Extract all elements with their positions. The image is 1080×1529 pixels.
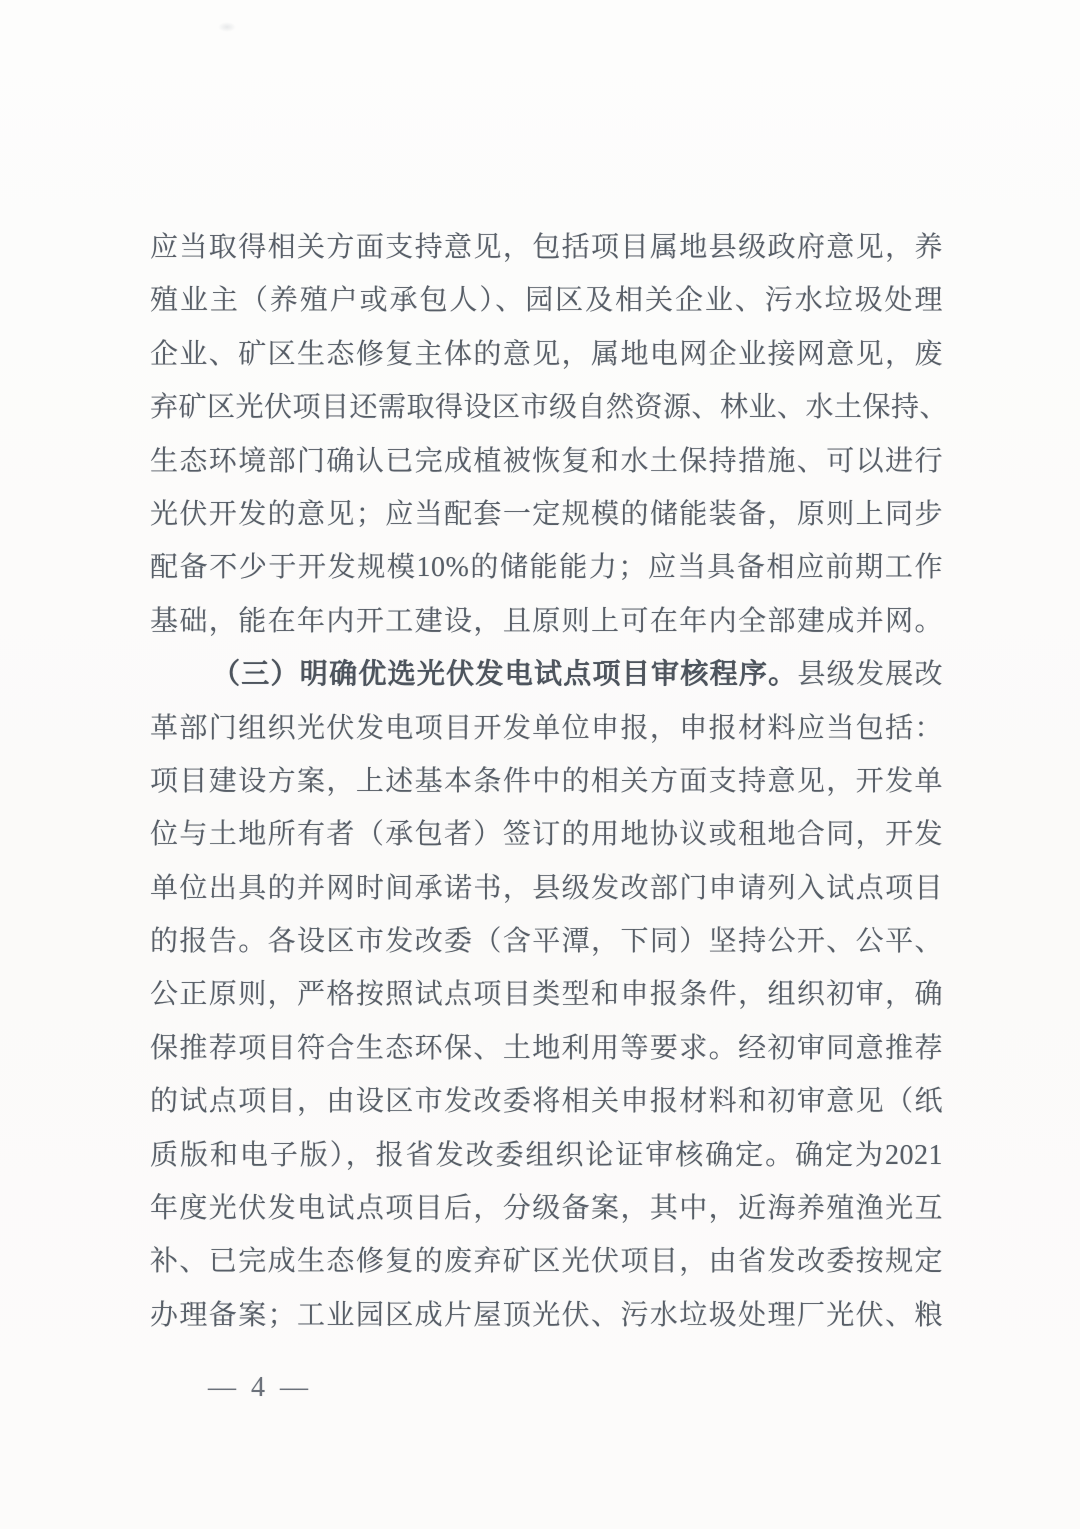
page-number: — 4 — bbox=[208, 1372, 312, 1403]
text-line: 基础，能在年内开工建设，且原则上可在年内全部建成并网。 bbox=[150, 605, 943, 637]
text-line: 项目建设方案，上述基本条件中的相关方面支持意见，开发单 bbox=[150, 765, 943, 797]
text-line: 生态环境部门确认已完成植被恢复和水土保持措施、可以进行 bbox=[150, 445, 943, 477]
text-line: 企业、矿区生态修复主体的意见，属地电网企业接网意见，废 bbox=[150, 338, 943, 370]
text-line: 质版和电子版），报省发改委组织论证审核确定。确定为2021 bbox=[150, 1139, 943, 1171]
text-line: 补、已完成生态修复的废弃矿区光伏项目，由省发改委按规定 bbox=[150, 1246, 943, 1278]
text-line: 单位出具的并网时间承诺书，县级发改部门申请列入试点项目 bbox=[150, 872, 943, 904]
text-line: 保推荐项目符合生态环保、土地利用等要求。经初审同意推荐 bbox=[150, 1032, 943, 1064]
text-line: 公正原则，严格按照试点项目类型和申报条件，组织初审，确 bbox=[150, 979, 943, 1011]
text-line: 位与土地所有者（承包者）签订的用地协议或租地合同，开发 bbox=[150, 819, 943, 851]
section-heading-bold: （三）明确优选光伏发电试点项目审核程序。 bbox=[212, 659, 798, 691]
text-line: 配备不少于开发规模10%的储能能力；应当具备相应前期工作 bbox=[150, 552, 943, 584]
text-line: 年度光伏发电试点项目后，分级备案，其中，近海养殖渔光互 bbox=[150, 1193, 943, 1225]
document-body bbox=[150, 221, 949, 1342]
text-line: 的试点项目，由设区市发改委将相关申报材料和初审意见（纸 bbox=[150, 1086, 943, 1118]
text-line: 革部门组织光伏发电项目开发单位申报，申报材料应当包括： bbox=[150, 712, 943, 744]
text-line: 应当取得相关方面支持意见，包括项目属地县级政府意见，养 bbox=[150, 232, 943, 263]
section-heading-line bbox=[150, 648, 943, 701]
text-line: 光伏开发的意见；应当配套一定规模的储能装备，原则上同步 bbox=[150, 498, 943, 530]
section-heading-rest: 县级发展改 bbox=[797, 659, 943, 691]
text-line: 弃矿区光伏项目还需取得设区市级自然资源、林业、水土保持、 bbox=[150, 392, 949, 424]
text-line: 殖业主（养殖户或承包人）、园区及相关企业、污水垃圾处理 bbox=[150, 285, 943, 317]
text-line: 办理备案；工业园区成片屋顶光伏、污水垃圾处理厂光伏、粮 bbox=[150, 1299, 943, 1331]
scan-speckle bbox=[218, 22, 236, 32]
text-line: 的报告。各设区市发改委（含平潭，下同）坚持公开、公平、 bbox=[150, 926, 943, 958]
